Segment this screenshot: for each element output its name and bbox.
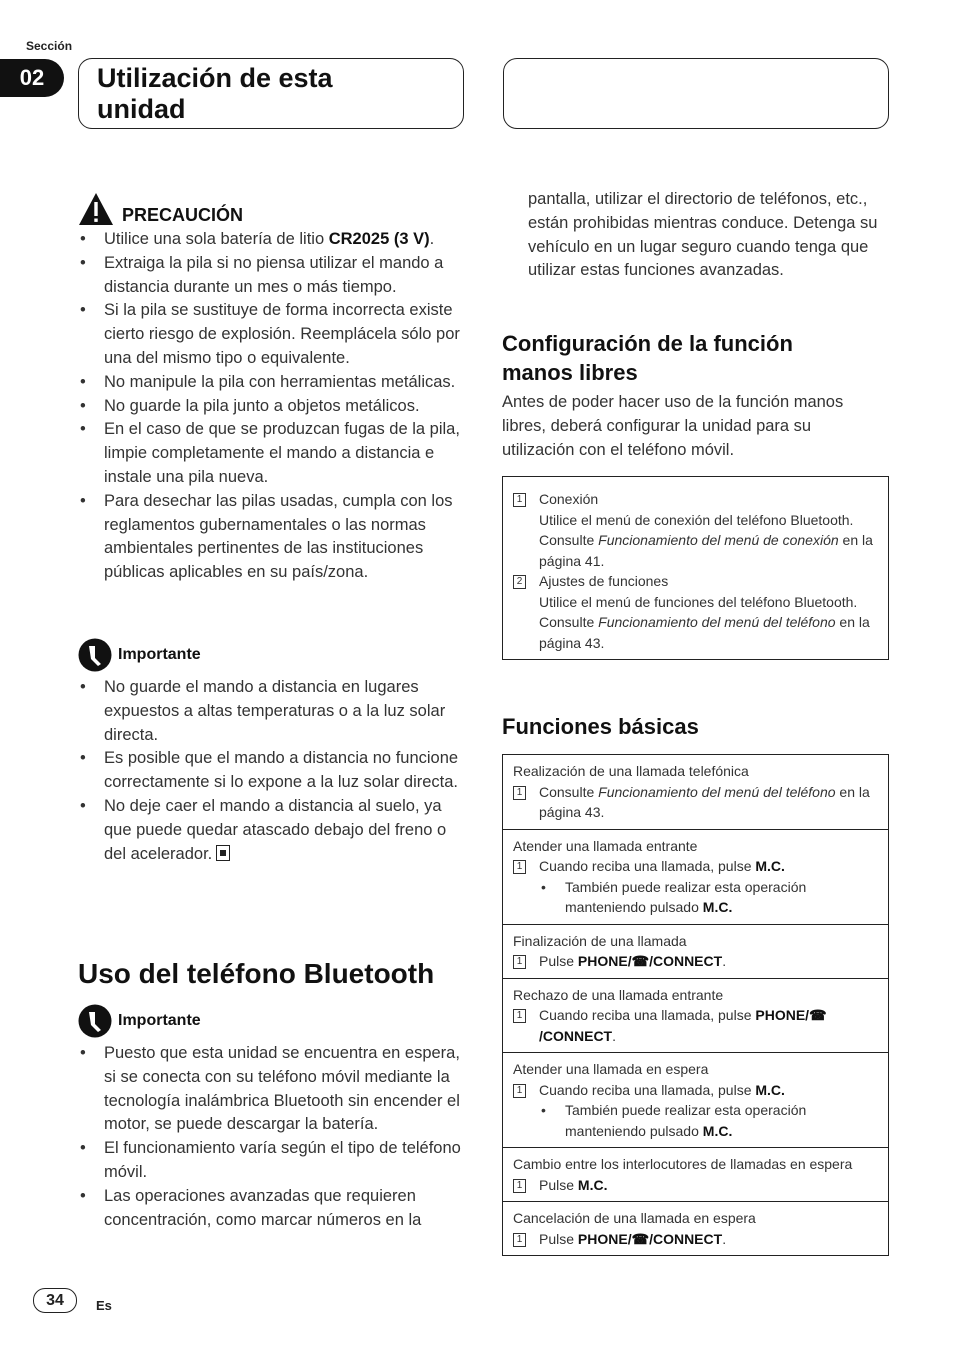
- list-item: • Puesto que esta unidad se encuentra en espera, si se conecta con su teléfono móvil mediante la tecnología inalámbrica Bluetooth sin encender el motor, se puede descargar la batería.: [78, 1042, 466, 1137]
- chapter-title-box: [78, 58, 464, 129]
- table-row: Realización de una llamada telefónica 1 Consulte Funcionamiento del menú del teléfono en la página 43.: [513, 763, 870, 820]
- caution-block: [78, 192, 466, 585]
- list-item: • El funcionamiento varía según el tipo de teléfono móvil.: [78, 1137, 466, 1185]
- list-item: • Utilice una sola batería de litio CR2025 (3 V).: [78, 228, 466, 252]
- page-number: 34: [33, 1288, 77, 1313]
- important-block-1: [78, 638, 466, 866]
- list-item: • Para desechar las pilas usadas, cumpla con los reglamentos gubernamentales o las normas ambientales pertinentes de las instituciones públicas aplicables en su país/zona.: [78, 490, 466, 585]
- important-list: [78, 676, 466, 866]
- list-item: • Las operaciones avanzadas que requieren concentración, como marcar números en la: [78, 1185, 466, 1233]
- list-item: • Es posible que el mando a distancia no funcione correctamente si lo expone a la luz solar directa.: [78, 747, 466, 795]
- basic-functions-heading: Funciones básicas: [502, 714, 699, 739]
- empty-header-box: [503, 58, 889, 129]
- bluetooth-heading: Uso del teléfono Bluetooth: [78, 958, 435, 989]
- important-title: Importante: [118, 1012, 201, 1029]
- warning-triangle-icon: [78, 192, 114, 226]
- config-heading: Configuración de la función manos libres: [502, 331, 793, 385]
- caution-title: PRECAUCIÓN: [122, 205, 244, 225]
- end-mark-icon: [216, 845, 230, 861]
- list-item: • Si la pila se sustituye de forma incorrecta existe cierto riesgo de explosión. Reemplácela sólo por una del mismo tipo o equivalente.: [78, 299, 466, 370]
- table-row: Cancelación de una llamada en espera 1 Pulse PHONE/☎/CONNECT.: [503, 1201, 888, 1255]
- config-steps-box: 1 Conexión Utilice el menú de conexión del teléfono Bluetooth. Consulte Funcionamiento del menú de conexión en la página 41. 2 Ajustes de funciones Utilice el menú de funciones del teléfono Bluetooth. Consulte Funcionamiento del menú del teléfono en la página 43.: [502, 476, 889, 660]
- list-item: • No guarde la pila junto a objetos metálicos.: [78, 395, 466, 419]
- section-label: Sección: [26, 39, 73, 53]
- table-row: Atender una llamada en espera 1 Cuando reciba una llamada, pulse M.C. • También puede realizar esta operación manteniendo pulsado M.C.: [503, 1052, 888, 1147]
- basic-functions-table: [502, 754, 889, 1256]
- chapter-title: Utilización de esta unidad: [97, 63, 333, 124]
- phone-icon: ☎: [809, 1007, 827, 1023]
- table-row: Rechazo de una llamada entrante 1 Cuando reciba una llamada, pulse PHONE/☎ /CONNECT.: [503, 978, 888, 1053]
- phone-icon: ☎: [631, 1230, 650, 1247]
- important-pencil-icon: [78, 1004, 112, 1038]
- important-pencil-icon: [78, 638, 112, 672]
- step-connection: 1 Conexión: [513, 489, 878, 510]
- list-item: • No guarde el mando a distancia en lugares expuestos a altas temperaturas o a la luz solar directa.: [78, 676, 466, 747]
- table-row: Finalización de una llamada 1 Pulse PHONE/☎/CONNECT.: [503, 924, 888, 978]
- phone-icon: ☎: [631, 953, 650, 969]
- list-item: • No deje caer el mando a distancia al suelo, ya que puede quedar atascado debajo del freno o del acelerador.: [78, 795, 466, 866]
- table-row: Cambio entre los interlocutores de llamadas en espera 1 Pulse M.C.: [503, 1147, 888, 1201]
- important-title: Importante: [118, 646, 201, 663]
- language-code: Es: [96, 1298, 112, 1313]
- list-item: • Extraiga la pila si no piensa utilizar el mando a distancia durante un mes o más tiempo.: [78, 252, 466, 300]
- section-number-badge: 02: [0, 59, 64, 97]
- table-row: Atender una llamada entrante 1 Cuando reciba una llamada, pulse M.C. • También puede realizar esta operación manteniendo pulsado M.C.: [503, 829, 888, 924]
- list-item: • No manipule la pila con herramientas metálicas.: [78, 371, 466, 395]
- important-block-2: [78, 1004, 466, 1232]
- config-intro: Antes de poder hacer uso de la función manos libres, deberá configurar la unidad para su utilización con el teléfono móvil.: [502, 393, 844, 459]
- bluetooth-continued-text: pantalla, utilizar el directorio de teléfonos, etc., están prohibidas mientras conduce. Detenga su vehículo en un lugar seguro cuando tenga que utilizar estas funciones avanzadas.: [528, 190, 878, 280]
- caution-list: [78, 228, 466, 585]
- step-function-settings: 2 Ajustes de funciones: [513, 571, 878, 592]
- bluetooth-important-list: [78, 1042, 466, 1232]
- list-item: • En el caso de que se produzcan fugas de la pila, limpie completamente el mando a distancia e instale una pila nueva.: [78, 418, 466, 489]
